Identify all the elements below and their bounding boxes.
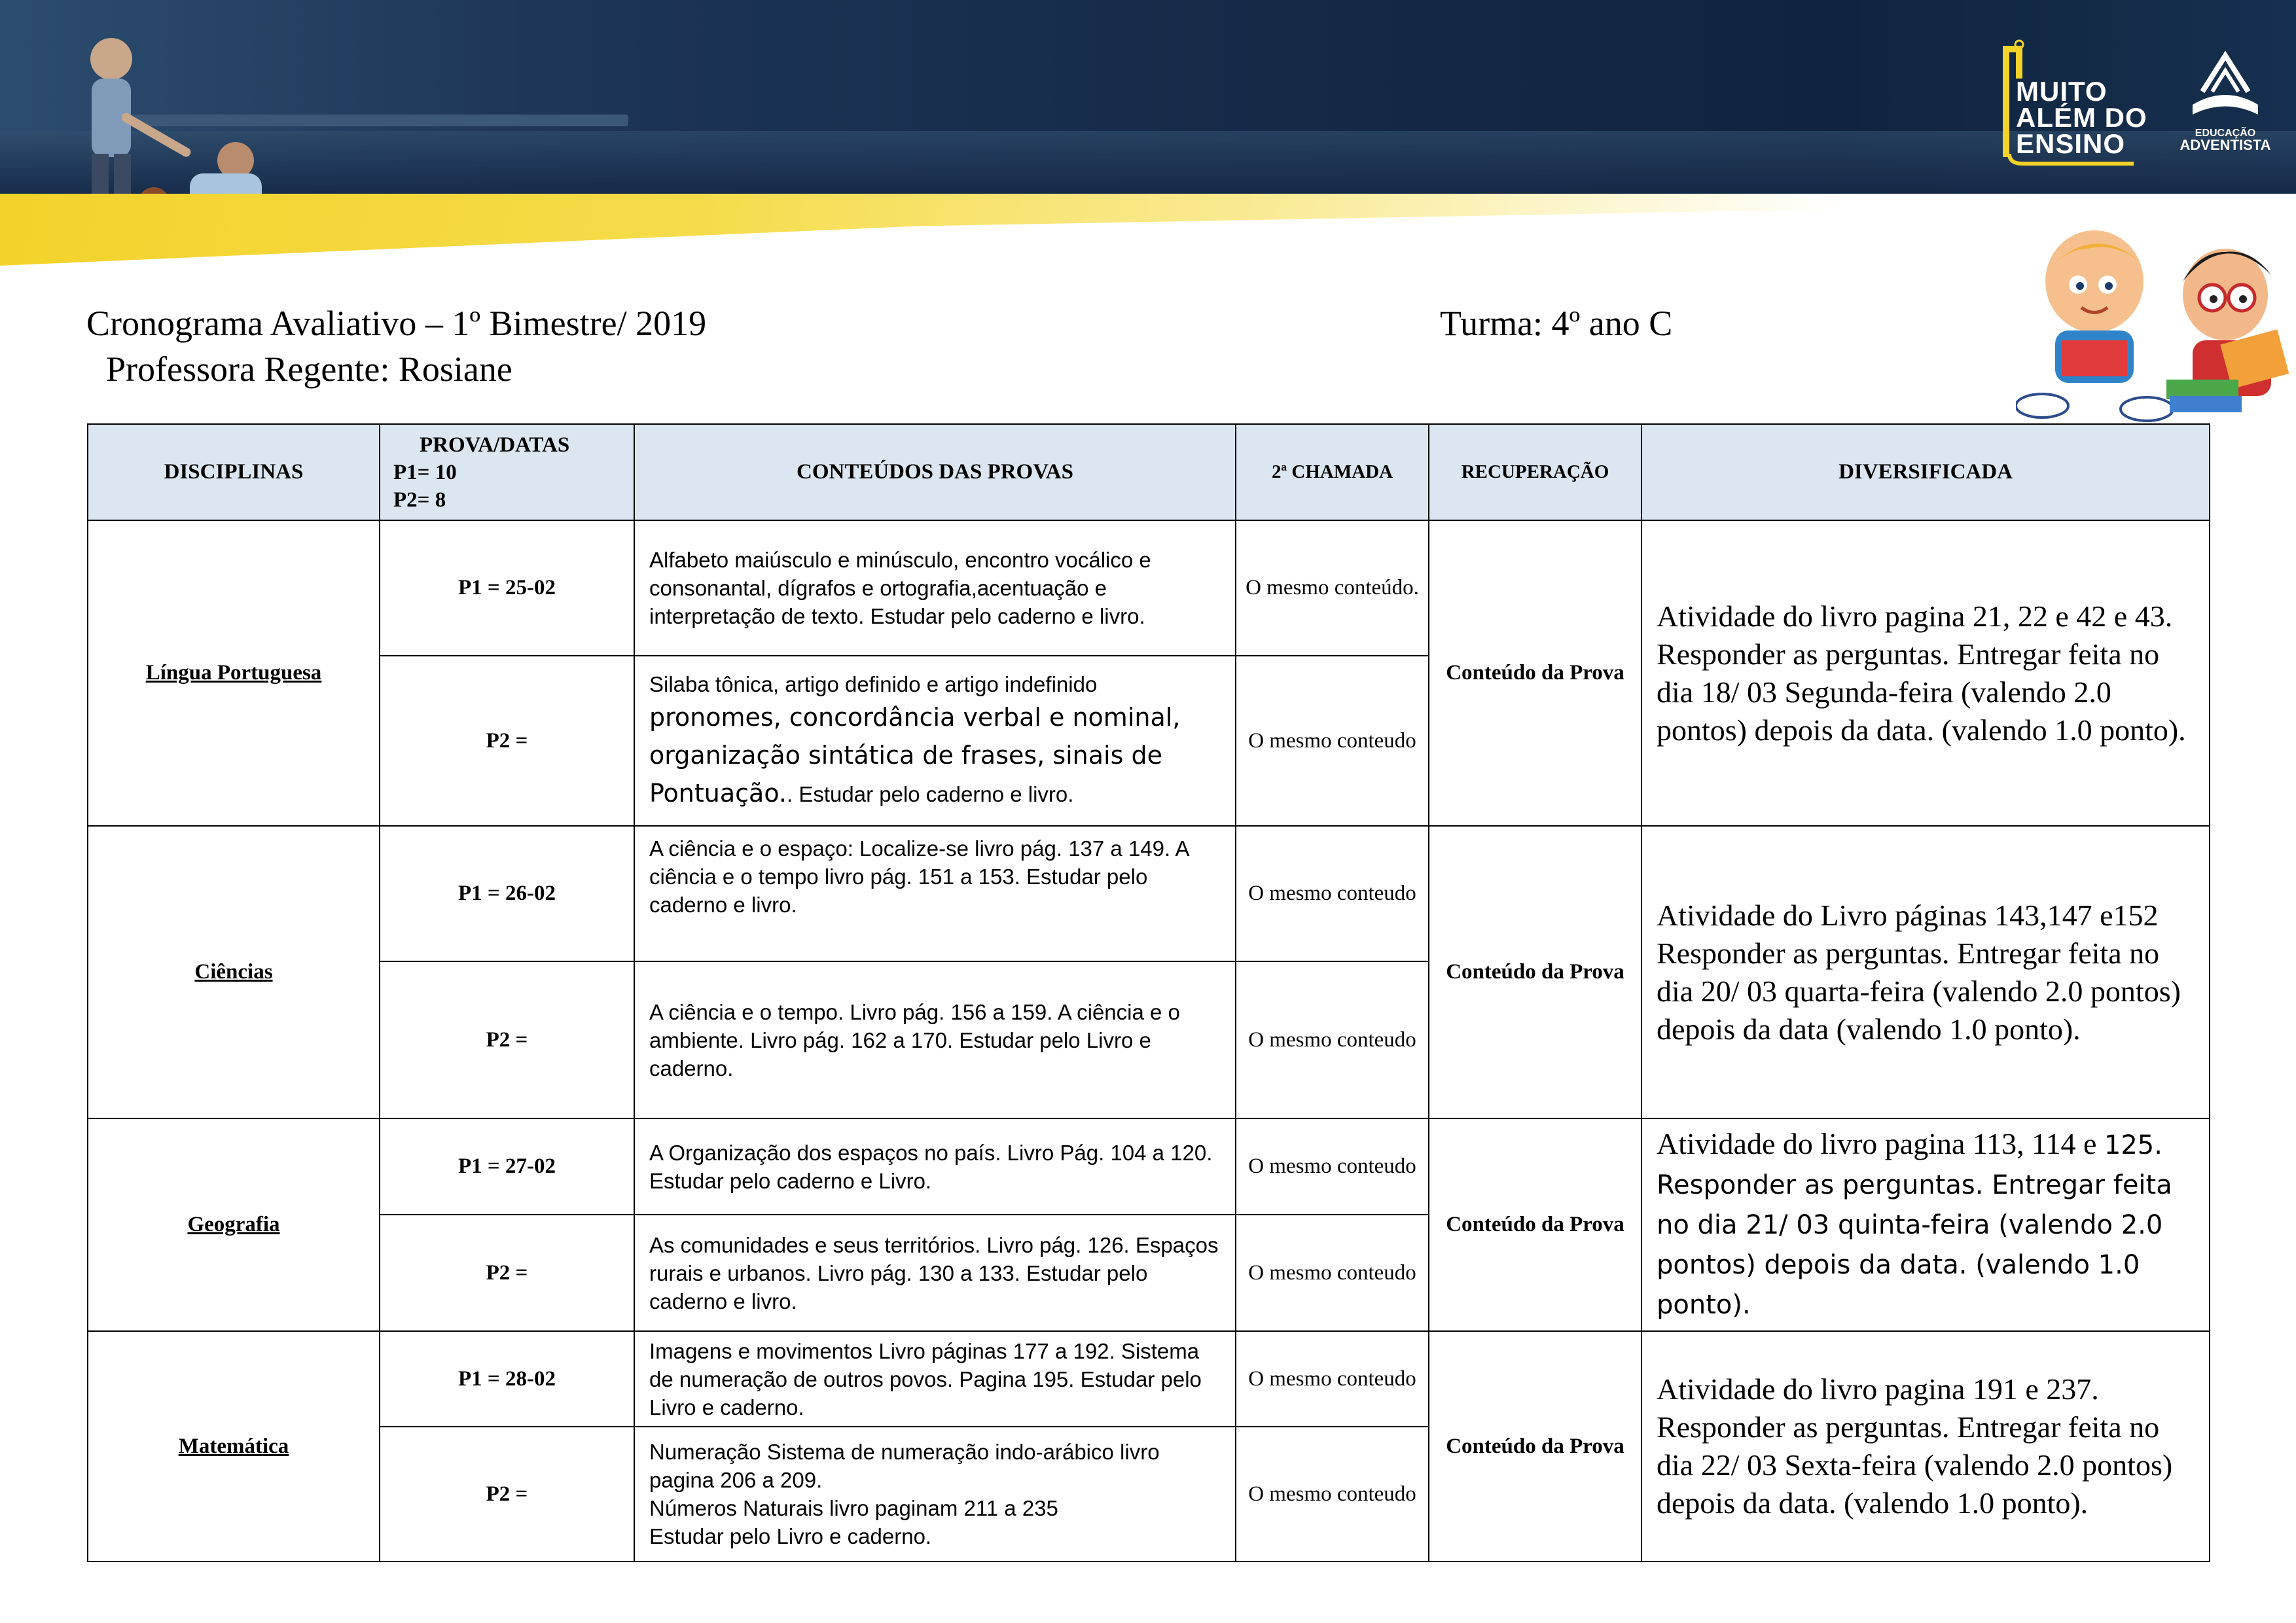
header-p2-weight: P2= 8 — [393, 488, 446, 512]
schedule-table — [87, 423, 2210, 1562]
recovery-cell: Conteúdo da Prova — [1429, 520, 1641, 826]
logo-line-3: ENSINO — [2016, 128, 2126, 159]
page-title: Cronograma Avaliativo – 1º Bimestre/ 2019 — [86, 304, 707, 343]
teacher-name: Professora Regente: Rosiane — [106, 349, 512, 389]
p1-makeup-cell: O mesmo conteudo — [1236, 1331, 1429, 1427]
p2-content-line-c: Estudar pelo Livro e caderno. — [649, 1524, 932, 1548]
p2-content-part-a: Silaba tônica, artigo definido e artigo indefinido — [649, 671, 1098, 696]
p1-date-cell: P1 = 25-02 — [380, 520, 634, 656]
subject-cell: Ciências — [88, 826, 380, 1118]
diversified-part-b: 125. Responder as perguntas. Entregar feita no dia 21/ 03 quinta-feira (valendo 2.0 pontos) depois da data. (valendo 1.0 ponto). — [1657, 1130, 2172, 1320]
p1-content-cell: A ciência e o espaço: Localize-se livro pág. 137 a 149. A ciência e o tempo livro pág. 151 a 153. Estudar pelo caderno e livro. — [634, 826, 1236, 961]
class-label: Turma: 4º ano C — [1440, 304, 1673, 343]
p2-content-cell — [634, 1427, 1236, 1561]
subject-cell: Língua Portuguesa — [88, 520, 380, 826]
banner-yellow-stripe — [0, 194, 2296, 266]
header-prova-datas — [380, 424, 634, 520]
p1-date-cell: P1 = 28-02 — [380, 1331, 634, 1427]
recovery-cell: Conteúdo da Prova — [1429, 1331, 1641, 1561]
header-recuperacao: RECUPERAÇÃO — [1429, 424, 1641, 520]
subject-cell: Matemática — [88, 1331, 380, 1561]
p2-content-cell: A ciência e o tempo. Livro pág. 156 a 159. A ciência e o ambiente. Livro pág. 162 a 170. Estudar pelo Livro e caderno. — [634, 961, 1236, 1118]
p1-date-cell: P1 = 27-02 — [380, 1118, 634, 1215]
adv-line-2: ADVENTISTA — [2179, 137, 2271, 153]
header-p1-weight: P1= 10 — [393, 460, 457, 484]
p1-content-cell: Imagens e movimentos Livro páginas 177 a 192. Sistema de numeração de outros povos. Pagina 195. Estudar pelo Livro e caderno. — [634, 1331, 1236, 1427]
header-conteudos: CONTEÚDOS DAS PROVAS — [634, 424, 1236, 520]
p2-content-part-b: pronomes, concordância verbal e nominal, organização sintática de frases, sinais de Pontuação. — [649, 702, 1181, 808]
header-segunda-chamada: 2ª CHAMADA — [1236, 424, 1429, 520]
p2-content-part-c: . Estudar pelo caderno e livro. — [787, 781, 1074, 806]
adv-line-1: EDUCAÇÃO — [2195, 128, 2256, 139]
logo-wordmark — [2016, 76, 2147, 159]
p1-content-cell: A Organização dos espaços no país. Livro Pág. 104 a 120. Estudar pelo caderno e Livro. — [634, 1118, 1236, 1215]
header-diversificada: DIVERSIFICADA — [1641, 424, 2210, 520]
banner-floor — [0, 128, 2296, 196]
subject-cell: Geografia — [88, 1118, 380, 1331]
table-row — [88, 1118, 2210, 1215]
p2-date-cell: P2 = — [380, 656, 634, 826]
table-header-row — [88, 424, 2210, 520]
p2-makeup-cell: O mesmo conteudo — [1236, 1427, 1429, 1561]
p2-content-line-a: Numeração Sistema de numeração indo-arábico livro pagina 206 a 209. — [649, 1440, 1160, 1492]
p2-date-cell: P2 = — [380, 1427, 634, 1561]
diversified-cell: Atividade do livro pagina 21, 22 e 42 e 43. Responder as perguntas. Entregar feita no dia 18/ 03 Segunda-feira (valendo 2.0 pontos) depois da data. (valendo 1.0 ponto). — [1641, 520, 2210, 826]
p1-makeup-cell: O mesmo conteúdo. — [1236, 520, 1429, 656]
p2-date-cell: P2 = — [380, 961, 634, 1118]
p2-makeup-cell: O mesmo conteudo — [1236, 656, 1429, 826]
diversified-cell — [1641, 1118, 2210, 1331]
table-row — [88, 520, 2210, 656]
p1-makeup-cell: O mesmo conteudo — [1236, 826, 1429, 961]
header-banner — [0, 0, 2296, 275]
p2-content-cell — [634, 656, 1236, 826]
adventist-emblem-icon — [2183, 46, 2268, 124]
p2-content-cell: As comunidades e seus territórios. Livro pág. 126. Espaços rurais e urbanos. Livro pág. 130 a 133. Estudar pelo caderno e livro. — [634, 1215, 1236, 1331]
adventist-wordmark — [2173, 128, 2278, 151]
header-prova-label: PROVA/DATAS — [420, 433, 570, 457]
children-photo — [26, 20, 301, 223]
table-row — [88, 826, 2210, 961]
p2-makeup-cell: O mesmo conteudo — [1236, 1215, 1429, 1331]
p2-content-line-b: Números Naturais livro paginam 211 a 235 — [649, 1496, 1058, 1520]
logo-line-1: MUITO — [2016, 76, 2108, 107]
diversified-cell: Atividade do Livro páginas 143,147 e152 Responder as perguntas. Entregar feita no dia 20/ 03 quarta-feira (valendo 2.0 pontos) depois da data (valendo 1.0 ponto). — [1641, 826, 2210, 1118]
logo-line-2: ALÉM DO — [2016, 102, 2147, 133]
p2-makeup-cell: O mesmo conteudo — [1236, 961, 1429, 1118]
diversified-part-a: Atividade do livro pagina 113, 114 e — [1657, 1127, 2097, 1160]
reading-kids-illustration — [2016, 223, 2296, 425]
p1-content-cell: Alfabeto maiúsculo e minúsculo, encontro vocálico e consonantal, dígrafos e ortografia,acentuação e interpretação de texto. Estudar pelo caderno e livro. — [634, 520, 1236, 656]
table-row — [88, 1331, 2210, 1427]
p2-date-cell: P2 = — [380, 1215, 634, 1331]
recovery-cell: Conteúdo da Prova — [1429, 1118, 1641, 1331]
p1-makeup-cell: O mesmo conteudo — [1236, 1118, 1429, 1215]
p1-date-cell: P1 = 26-02 — [380, 826, 634, 961]
header-disciplinas: DISCIPLINAS — [88, 424, 380, 520]
recovery-cell: Conteúdo da Prova — [1429, 826, 1641, 1118]
diversified-cell: Atividade do livro pagina 191 e 237. Responder as perguntas. Entregar feita no dia 22/ 03 Sexta-feira (valendo 2.0 pontos) depois da data. (valendo 1.0 ponto). — [1641, 1331, 2210, 1561]
